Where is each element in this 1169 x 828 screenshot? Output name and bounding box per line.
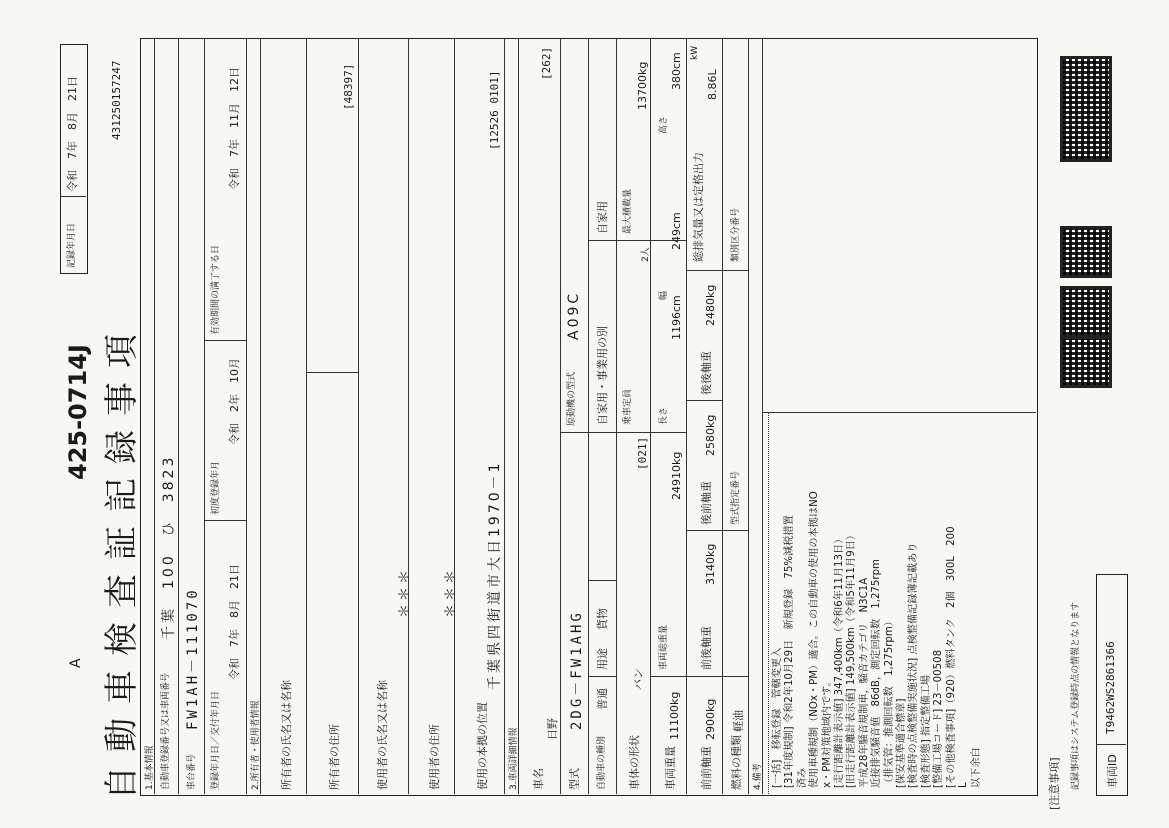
- first-reg-value: 令和 2年 10月: [228, 358, 241, 445]
- engine-value: A09C: [566, 290, 582, 340]
- remarks-line: [一括] 移転登録 管轄変更入: [772, 647, 783, 788]
- expiry-label: 有効期間の満了する日: [211, 244, 221, 335]
- record-date-label: 記録年月日: [67, 222, 77, 268]
- class-label: 類別区分番号: [731, 207, 741, 262]
- record-date-value: 令和 7年 8月 21日: [66, 76, 79, 192]
- notice-text: 記録事項はシステム登録時点の情報となります: [1071, 601, 1081, 790]
- user-name-value: ＊＊＊: [397, 567, 413, 618]
- remarks-line: 以下余白: [970, 747, 982, 788]
- fr-label: 前後軸重: [700, 626, 713, 670]
- disp-unit: kW: [690, 45, 700, 60]
- rr-value: 2480kg: [704, 284, 717, 326]
- remarks-line: （排気管：推測回転数 1,275rpm）: [883, 616, 895, 788]
- user-name-label: 使用者の氏名又は名称: [376, 680, 389, 790]
- body-value: バン: [632, 668, 645, 690]
- base-value: 千葉県四街道市大日1970－1: [487, 460, 503, 690]
- length-label: 長さ: [659, 406, 669, 425]
- ff-value: 2900kg: [704, 698, 717, 740]
- remarks-line: [旧走行距離計表示値] 149,500km（令和5年11月9日）: [846, 529, 858, 788]
- base-label: 使用の本拠の位置: [476, 702, 489, 790]
- remarks-line: [走行距離計表示値] 347,400km（令和6年11月13日）: [834, 533, 846, 788]
- qr-code-3: [1060, 286, 1112, 338]
- name-code: [262]: [540, 46, 553, 80]
- plate-label: A: [68, 658, 84, 668]
- remarks-line: 近接排気騒音値 86dB，測定回転数 1,275rpm: [871, 559, 883, 788]
- remarks-line: [31年度規制] 令和2年10月29日 新規登録 75%減税措置: [784, 515, 796, 788]
- user-addr-label: 使用者の住所: [428, 724, 441, 790]
- disp-label: 総排気量又は定格出力: [692, 152, 705, 262]
- width-label: 幅: [659, 290, 669, 300]
- capacity-value: 2人: [641, 247, 651, 262]
- rf-value: 2580kg: [704, 414, 717, 456]
- width-value: 249cm: [670, 212, 683, 250]
- height-value: 380cm: [670, 52, 683, 90]
- use-value: 貨物: [596, 608, 609, 630]
- reg-label: 自動車登録番号又は車両番号: [161, 672, 171, 790]
- ff-label: 前前軸重: [700, 746, 713, 790]
- fuel-label: 燃料の種類: [730, 735, 743, 790]
- plate-id: 425-0714J: [64, 344, 92, 480]
- section-remarks: 4.備考: [753, 763, 763, 790]
- fuel-value: 軽油: [732, 710, 745, 732]
- notice-title: [注意事項]: [1048, 757, 1061, 810]
- chassis-label: 車台番号: [187, 753, 197, 790]
- qr-code-2: [1060, 226, 1112, 278]
- length-value: 1196cm: [670, 295, 683, 340]
- first-reg-label: 初度登録年月: [211, 460, 221, 515]
- business-value: 自家用: [596, 201, 609, 234]
- remarks-line: L: [958, 782, 970, 788]
- rr-label: 後後軸重: [700, 351, 713, 395]
- remarks-line: [検査時の点検整備実施状況] 点検整備記録簿記載あり: [908, 542, 920, 788]
- remarks-line: x・PM対策地域内です。: [821, 676, 833, 788]
- remarks-line: [保安基準適合標章]: [896, 698, 908, 788]
- section-basic: 1.基本情報: [145, 745, 155, 790]
- remarks-line: 平成28年騒音規制車，騒音カテゴリ N3C1A: [858, 577, 870, 788]
- body-code: [021]: [636, 436, 649, 470]
- owner-addr-label: 所有者の住所: [328, 724, 341, 790]
- remarks-line: 済み: [796, 767, 808, 788]
- doc-number: 431250157247: [110, 60, 123, 140]
- owner-name-label: 所有者の氏名又は名称: [280, 680, 293, 790]
- vehicle-id-value: T9462WS2861366: [1104, 641, 1117, 734]
- kind-label: 自動車の種別: [597, 735, 607, 790]
- weight-label: 車両重量: [664, 746, 677, 790]
- section-vehicle: 3.車両詳細情報: [509, 727, 519, 790]
- name-value: 日野: [546, 718, 559, 740]
- maxload-label: 最大積載量: [623, 188, 633, 234]
- remarks-block: [772, 408, 983, 788]
- body-label: 車体の形状: [628, 735, 641, 790]
- chassis-value: FW1AH－111070: [185, 587, 201, 730]
- section-owner: 2.所有者・使用者情報: [251, 700, 261, 790]
- maxload-value: 13700kg: [636, 61, 649, 110]
- rf-label: 後前軸重: [700, 481, 713, 525]
- remarks-line: [その他検査事項]（920）燃料タンク 2個 300L 200: [945, 526, 957, 788]
- reg-value: 千葉 100 ひ 3823: [161, 454, 177, 640]
- remarks-line: [検査形態] 指定整備工場: [920, 674, 932, 788]
- page-title: 自動車検査証記録事項: [102, 320, 142, 800]
- kind-value: 普通: [596, 688, 609, 710]
- weight-value: 11100kg: [668, 691, 681, 740]
- gross-value: 24910kg: [670, 451, 683, 500]
- vehicle-id-label: 車両ID: [1106, 754, 1119, 788]
- gross-label: 車両総重量: [659, 624, 669, 670]
- user-addr-value: ＊＊＊: [443, 567, 459, 618]
- use-label: 用途: [596, 648, 609, 670]
- fr-value: 3140kg: [704, 543, 717, 585]
- qr-code-4: [1060, 336, 1112, 388]
- engine-label: 原動機の型式: [567, 371, 577, 426]
- height-label: 高さ: [659, 115, 669, 134]
- model-value: 2DG－FW1AHG: [569, 610, 585, 730]
- remarks-line: [整備工場コード] 23－00508: [933, 649, 945, 788]
- business-label: 自家用・事業用の別: [596, 326, 609, 425]
- name-label: 車名: [532, 768, 545, 790]
- base-code: [12526 0101]: [488, 70, 501, 150]
- reg-date-value: 令和 7年 8月 21日: [228, 564, 241, 680]
- capacity-label: 乗車定員: [623, 388, 633, 425]
- qr-code-1: [1060, 56, 1112, 162]
- type-approval-label: 型式指定番号: [731, 470, 741, 525]
- model-label: 型式: [568, 768, 581, 790]
- remarks-line: 使用車種規制（NOx・PM）適合。この自動車の使用の本拠はNO: [809, 491, 821, 788]
- owner-code: [48397]: [342, 63, 355, 110]
- reg-date-label: 登録年月日／交付年月日: [211, 690, 221, 790]
- disp-value: 8.86L: [706, 69, 719, 100]
- expiry-value: 令和 7年 11月 12日: [228, 67, 241, 190]
